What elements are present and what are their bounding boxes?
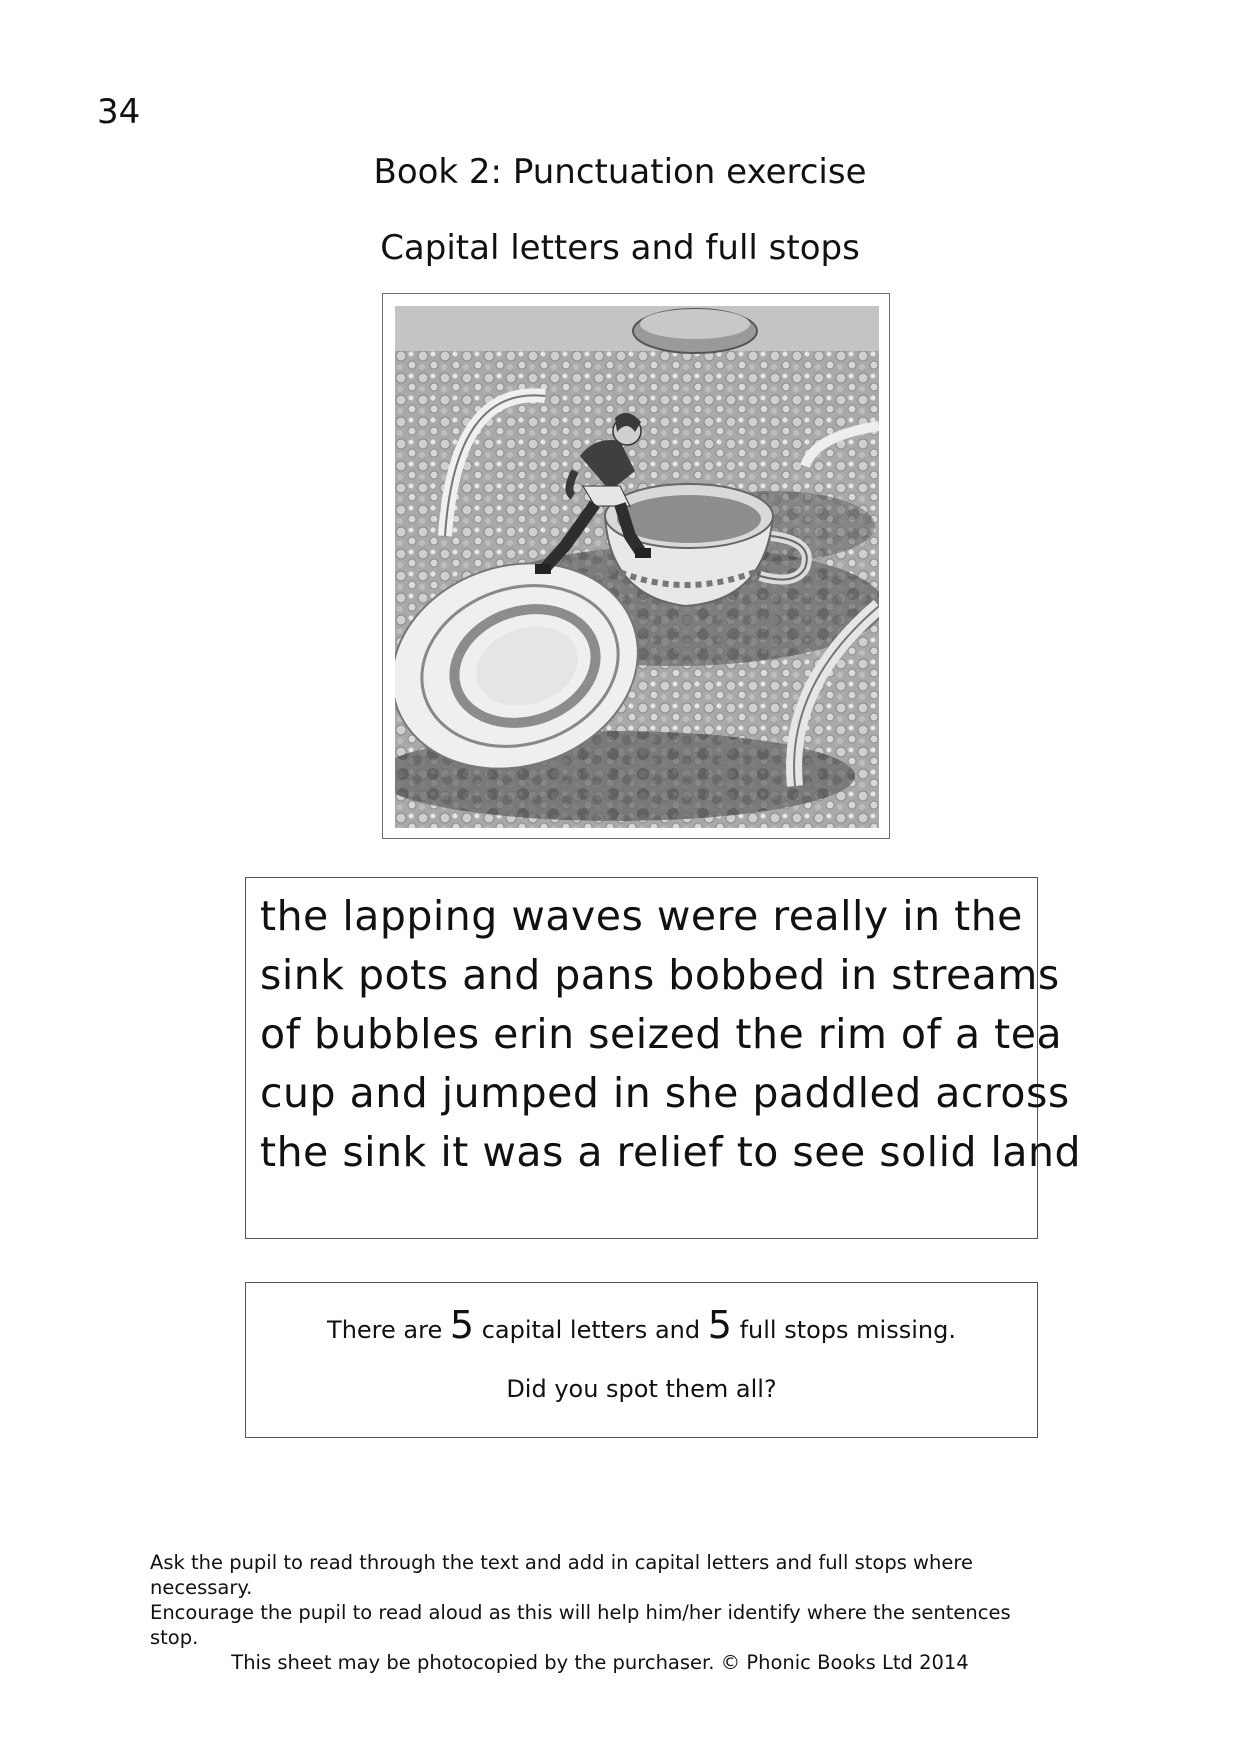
missing-count-text [246, 1303, 1037, 1347]
page-title: Book 2: Punctuation exercise [373, 152, 867, 192]
footer-line-2: Encourage the pupil to read aloud as this will help him/her identify where the sentences stop. [150, 1601, 1011, 1649]
info-box [245, 1282, 1038, 1438]
passage-line: the sink it was a relief to see solid land [260, 1128, 1082, 1176]
page-number: 34 [97, 92, 141, 132]
illustration-girl-in-teacup [395, 306, 879, 828]
passage-line: the lapping waves were really in the [260, 892, 1023, 940]
passage-line: cup and jumped in she paddled across [260, 1069, 1070, 1117]
footer-instructions [150, 1550, 1050, 1675]
passage-line: of bubbles erin seized the rim of a tea [260, 1010, 1063, 1058]
info-prefix: There are [327, 1316, 443, 1344]
question-text: Did you spot them all? [506, 1375, 777, 1403]
illustration-frame [382, 293, 890, 839]
passage-box [245, 877, 1082, 1239]
footer-copyright: This sheet may be photocopied by the purchaser. © Phonic Books Ltd 2014 [231, 1651, 969, 1674]
footer-line-1: Ask the pupil to read through the text and add in capital letters and full stops where necessary. [150, 1551, 973, 1599]
passage-line: sink pots and pans bobbed in streams [260, 951, 1060, 999]
stops-count: 5 [707, 1303, 732, 1347]
info-suffix: full stops missing. [739, 1316, 956, 1344]
page-subtitle: Capital letters and full stops [380, 228, 860, 268]
capitals-count: 5 [449, 1303, 475, 1347]
info-middle: capital letters and [481, 1316, 701, 1344]
